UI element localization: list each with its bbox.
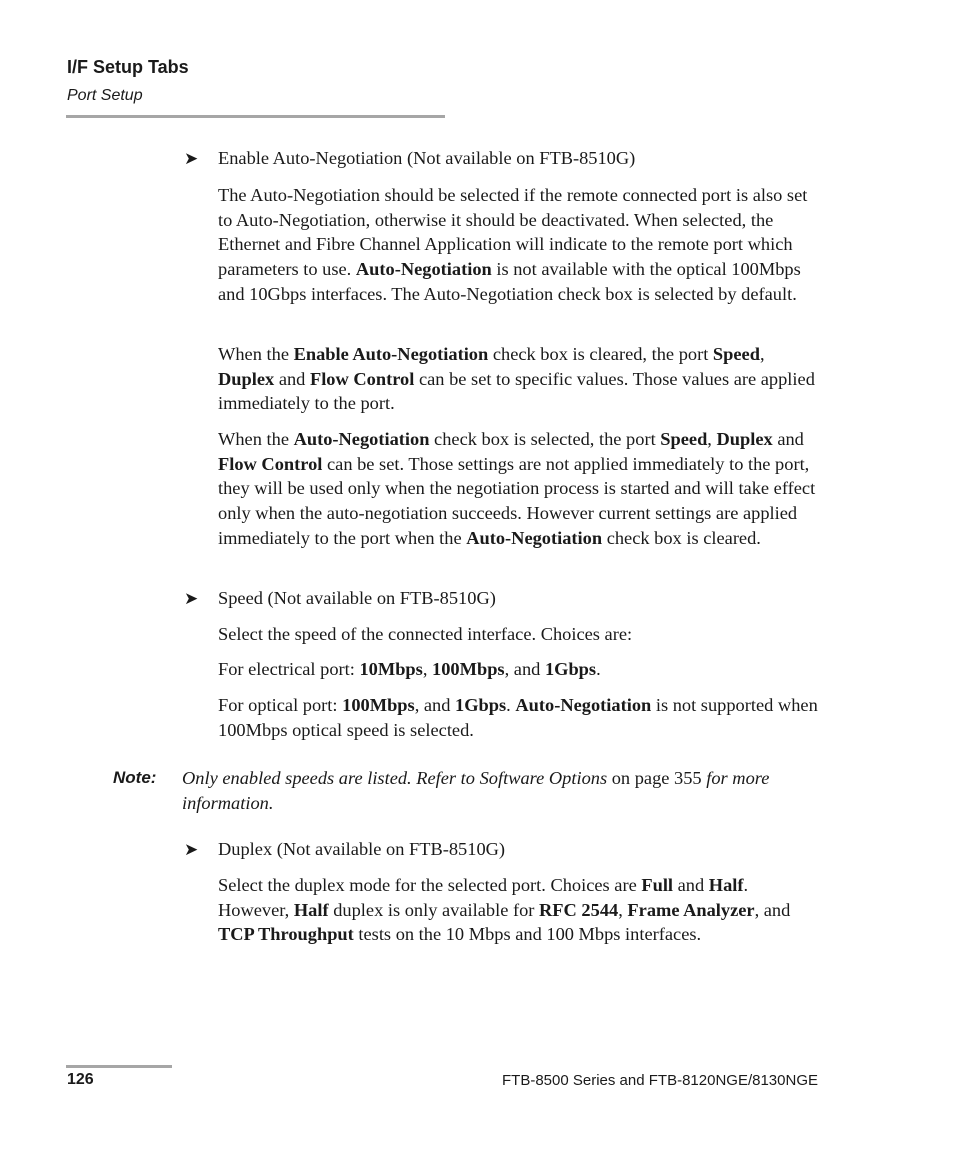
text-run: Duplex bbox=[716, 429, 773, 449]
text-run: check box is cleared, the port bbox=[488, 344, 713, 364]
text-run: check box is cleared. bbox=[602, 527, 761, 548]
text-run: When the bbox=[218, 429, 294, 449]
text-run: and bbox=[673, 875, 709, 895]
note-body bbox=[182, 766, 822, 815]
speed-paragraph-2 bbox=[218, 657, 818, 682]
bullet-arrow-icon: ➤ bbox=[184, 589, 199, 609]
text-run: RFC 2544 bbox=[539, 899, 619, 920]
text-run: can be set. Those settings are not applied immediately to the port, they will be used only when the negotiation process is started and will take effect only when the auto-negotiation succeeds. However current settings are applied immediately to the port when the bbox=[218, 453, 816, 548]
text-run: Auto-Negotiation bbox=[293, 429, 430, 449]
text-run: Duplex bbox=[218, 368, 275, 389]
text-run: can be set to specific values. Those values are applied immediately to the port. bbox=[218, 368, 815, 414]
text-run: tests on the 10 Mbps and 100 Mbps interfaces. bbox=[353, 924, 702, 945]
text-run: 1Gbps bbox=[455, 695, 507, 715]
speed-heading: Speed (Not available on FTB-8510G) bbox=[218, 588, 496, 608]
text-run: Half bbox=[293, 899, 329, 920]
autoneg-heading: Enable Auto-Negotiation (Not available on FTB-8510G) bbox=[218, 148, 636, 168]
text-run: , bbox=[618, 899, 628, 920]
autoneg-paragraph-3 bbox=[218, 427, 818, 551]
text-run: , bbox=[707, 429, 717, 449]
speed-paragraph-1 bbox=[218, 622, 818, 647]
text-run: . bbox=[596, 659, 601, 679]
section-title: I/F Setup Tabs bbox=[67, 57, 189, 77]
text-run: Half bbox=[708, 875, 744, 895]
page-number: 126 bbox=[67, 1071, 94, 1088]
text-run: Auto-Negotiation bbox=[466, 527, 603, 548]
text-run: 10Mbps bbox=[359, 659, 423, 679]
text-run: Flow Control bbox=[309, 368, 415, 389]
text-run: 1Gbps bbox=[544, 659, 597, 679]
text-run: Enable Auto-Negotiation bbox=[293, 344, 489, 364]
text-run: duplex is only available for bbox=[328, 899, 540, 920]
footer-divider bbox=[66, 1065, 172, 1068]
text-run: , bbox=[759, 344, 765, 364]
note-label: Note: bbox=[113, 768, 157, 787]
text-run: , and bbox=[754, 899, 791, 920]
duplex-paragraph-1 bbox=[218, 873, 818, 947]
autoneg-paragraph-1 bbox=[218, 183, 818, 307]
text-run: on page 355 bbox=[607, 768, 707, 788]
bullet-arrow-icon: ➤ bbox=[184, 840, 199, 860]
text-run: , and bbox=[414, 695, 456, 715]
section-subtitle: Port Setup bbox=[67, 87, 143, 104]
text-run: is not available with the optical 100Mbps and 10Gbps interfaces. The Auto-Negotiation check box is selected by default. bbox=[218, 259, 801, 304]
header-divider bbox=[66, 115, 445, 118]
text-run: Speed bbox=[660, 429, 708, 449]
bullet-arrow-icon: ➤ bbox=[184, 149, 199, 169]
speed-paragraph-3 bbox=[218, 693, 818, 742]
text-run: check box is selected, the port bbox=[429, 429, 661, 449]
duplex-heading: Duplex (Not available on FTB-8510G) bbox=[218, 839, 506, 859]
text-run: Full bbox=[641, 875, 674, 895]
text-run: and bbox=[772, 429, 804, 449]
text-run: TCP Throughput bbox=[218, 924, 354, 945]
text-run: . However, bbox=[218, 875, 749, 920]
text-run: for more information. bbox=[182, 768, 770, 813]
text-run: Select the speed of the connected interface. Choices are: bbox=[218, 624, 633, 644]
text-run: Flow Control bbox=[218, 453, 323, 474]
autoneg-paragraph-2 bbox=[218, 342, 818, 416]
text-run: and bbox=[274, 368, 310, 389]
text-run: For electrical port: bbox=[218, 659, 360, 679]
text-run: For optical port: bbox=[218, 695, 343, 715]
text-run: When the bbox=[218, 344, 294, 364]
text-run: , bbox=[422, 659, 433, 679]
document-title: FTB-8500 Series and FTB-8120NGE/8130NGE bbox=[502, 1072, 818, 1089]
text-run: Auto-Negotiation bbox=[515, 695, 652, 715]
text-run: Frame Analyzer bbox=[627, 899, 755, 920]
text-run: . bbox=[506, 695, 516, 715]
text-run: Auto-Negotiation bbox=[355, 259, 492, 280]
text-run: 100Mbps bbox=[432, 659, 505, 679]
text-run: Select the duplex mode for the selected port. Choices are bbox=[218, 875, 642, 895]
text-run: is not supported when 100Mbps optical speed is selected. bbox=[218, 695, 818, 740]
text-run: Speed bbox=[712, 344, 760, 364]
text-run: Only enabled speeds are listed. Refer to Software Options bbox=[182, 768, 608, 788]
text-run: , and bbox=[504, 659, 545, 679]
text-run: 100Mbps bbox=[342, 695, 415, 715]
text-run: The Auto-Negotiation should be selected if the remote connected port is also set to Auto-Negotiation, otherwise it should be deactivated. When selected, the Ethernet and Fibre Channel Application will indicate to the remote port which parameters to use. bbox=[218, 185, 808, 280]
